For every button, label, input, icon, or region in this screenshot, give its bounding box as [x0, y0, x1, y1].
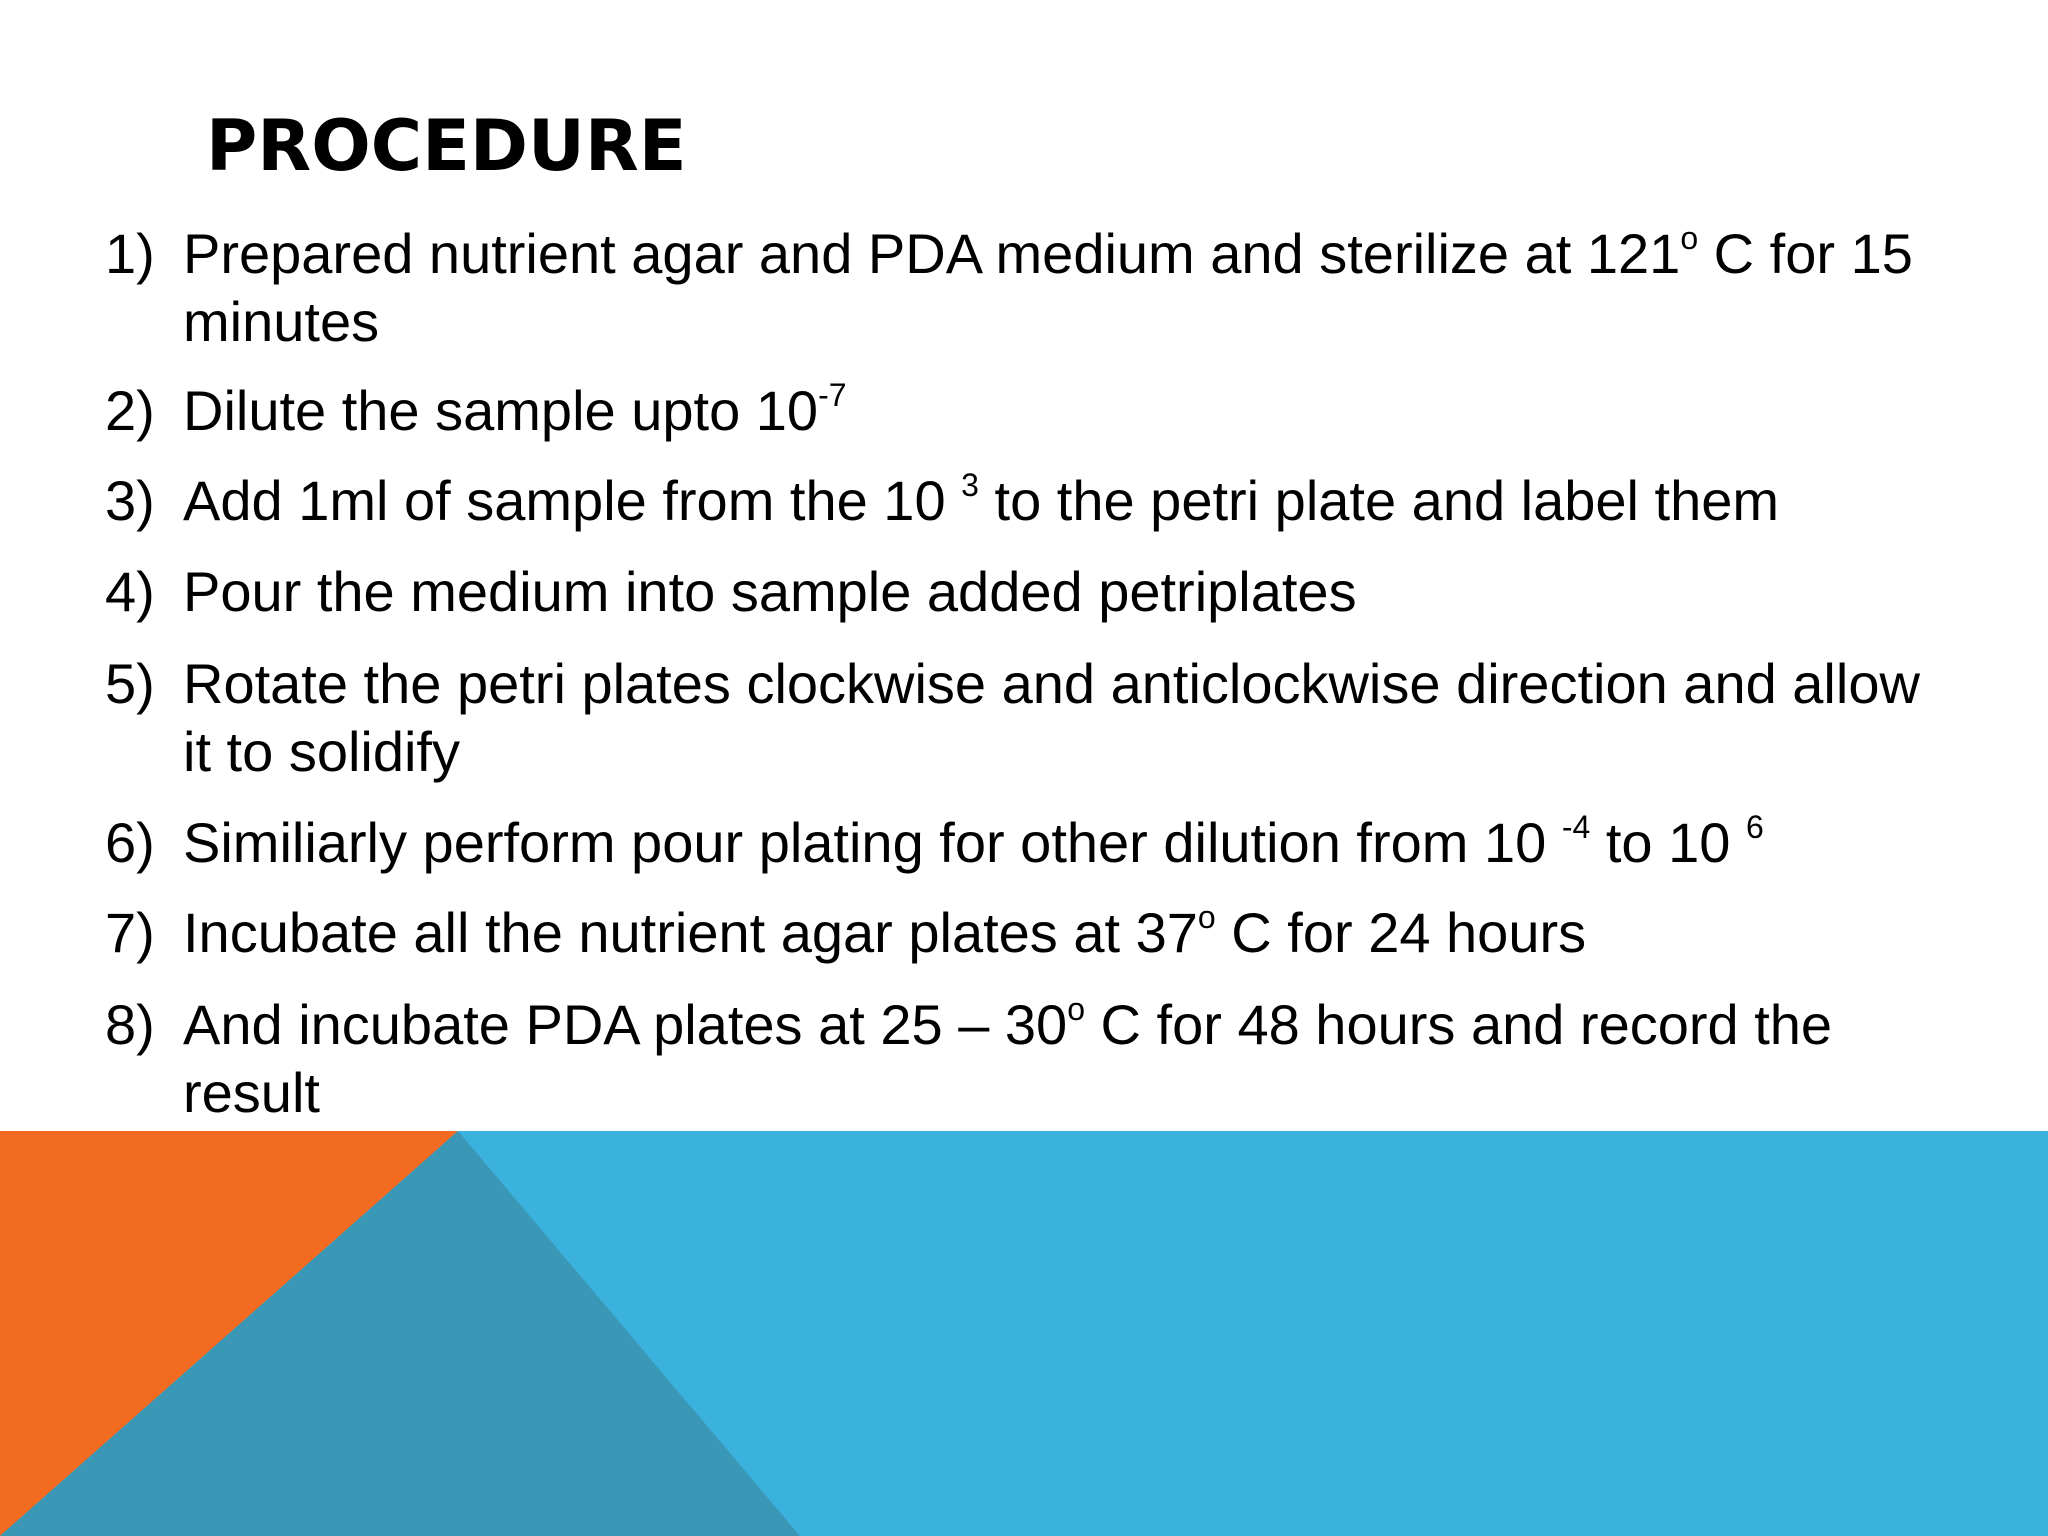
step-text-part: Add 1ml of sample from the 10: [183, 469, 962, 532]
step-text: [183, 899, 2048, 967]
step-text-part: Similiarly perform pour plating for other dilution from 10: [183, 811, 1562, 874]
step-text-part: C for 24 hours: [1215, 901, 1587, 964]
step-text-part: Dilute the sample upto 10: [183, 379, 819, 442]
step-text: [183, 377, 2048, 445]
step-text-part: Rotate the petri plates clockwise and anticlockwise direction and allow: [183, 652, 1920, 715]
slide-title: PROCEDURE: [206, 105, 687, 187]
step-text-part: to the petri plate and label them: [978, 469, 1780, 532]
step-number: 6): [105, 811, 155, 874]
step-text-part: result: [183, 1061, 320, 1124]
step-text: [183, 809, 2048, 877]
step-text: [183, 650, 2048, 786]
degree-superscript: o: [1197, 899, 1216, 935]
exponent-superscript: 6: [1745, 809, 1764, 845]
step-text-part: minutes: [183, 290, 380, 353]
step-number: 2): [105, 379, 155, 442]
step-text: [183, 991, 2048, 1127]
exponent-superscript: -4: [1561, 809, 1591, 845]
step-text-part: Incubate all the nutrient agar plates at 37: [183, 901, 1198, 964]
step-text: [183, 467, 2048, 535]
step-number: 8): [105, 993, 155, 1056]
step-text-part: to 10: [1590, 811, 1746, 874]
step-text-part: C for 48 hours and record the: [1084, 993, 1833, 1056]
decorative-banner: [0, 1131, 2048, 1536]
degree-superscript: o: [1067, 991, 1085, 1027]
step-text-part: C for 15: [1698, 222, 1913, 285]
step-number: 3): [105, 469, 155, 532]
step-text-part: And incubate PDA plates at 25 – 30: [183, 993, 1068, 1056]
step-number: 5): [105, 652, 155, 715]
step-number: 4): [105, 560, 155, 623]
step-number: 7): [105, 901, 155, 964]
exponent-superscript: -7: [818, 377, 847, 413]
degree-superscript: o: [1680, 220, 1699, 256]
step-number: 1): [105, 222, 155, 285]
step-text-part: Prepared nutrient agar and PDA medium and sterilize at 121: [183, 222, 1681, 285]
exponent-superscript: 3: [961, 467, 979, 503]
step-text-part: it to solidify: [183, 720, 460, 783]
step-text: [183, 220, 2048, 356]
step-text: [183, 558, 2048, 626]
step-text-part: Pour the medium into sample added petriplates: [183, 560, 1357, 623]
